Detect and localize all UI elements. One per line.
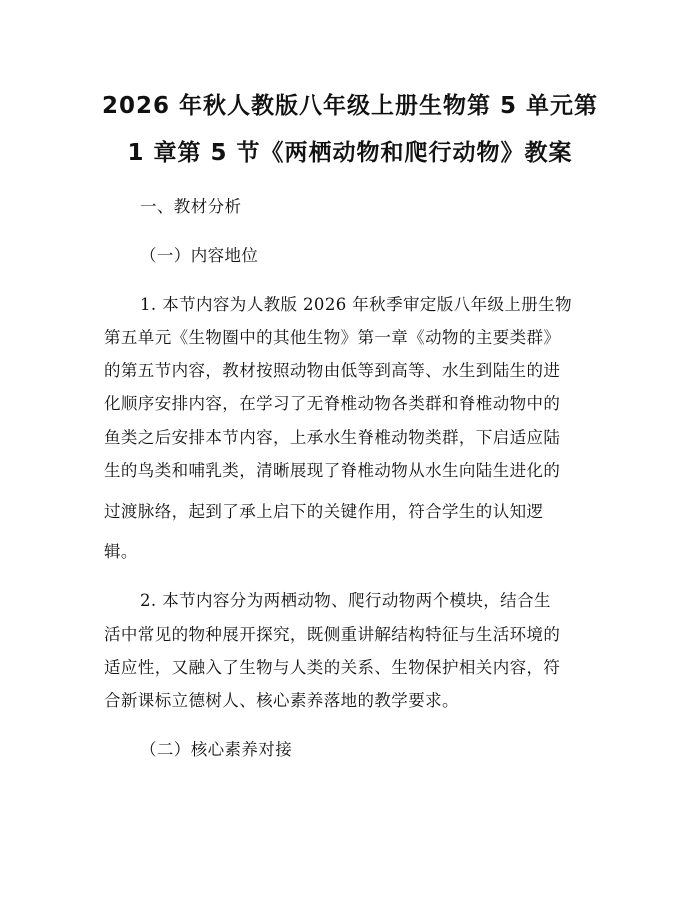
paragraph-line: 过渡脉络，起到了承上启下的关键作用，符合学生的认知逻 [104,502,544,521]
paragraph-line: 活中常见的物种展开探究，既侧重讲解结构特征与生活环境的 [104,625,561,644]
paragraph-line: 辑。 [104,542,138,561]
paragraph-line: 2. 本节内容分为两栖动物、爬行动物两个模块，结合生 [140,591,551,610]
paragraph-line: 的第五节内容，教材按照动物由低等到高等、水生到陆生的进 [104,361,561,380]
paragraph-line: 合新课标立德树人、核心素养落地的教学要求。 [104,691,459,710]
paragraph-line: 生的鸟类和哺乳类，清晰展现了脊椎动物从水生向陆生进化的 [104,461,561,480]
document-title-line-2: 1 章第 5 节《两栖动物和爬行动物》教案 [127,140,573,166]
document-title-line-1: 2026 年秋人教版八年级上册生物第 5 单元第 [101,93,599,119]
paragraph-line: 化顺序安排内容，在学习了无脊椎动物各类群和脊椎动物中的 [104,394,561,413]
subsection-heading: （二）核心素养对接 [140,740,293,759]
section-heading: 一、教材分析 [140,197,242,216]
paragraph-line: 1. 本节内容为人教版 2026 年秋季审定版八年级上册生物 [140,295,572,314]
paragraph-line: 鱼类之后安排本节内容，上承水生脊椎动物类群，下启适应陆 [104,428,561,447]
subsection-heading: （一）内容地位 [140,246,259,265]
paragraph-line: 适应性，又融入了生物与人类的关系、生物保护相关内容，符 [104,658,561,677]
paragraph-line: 第五单元《生物圈中的其他生物》第一章《动物的主要类群》 [104,328,561,347]
